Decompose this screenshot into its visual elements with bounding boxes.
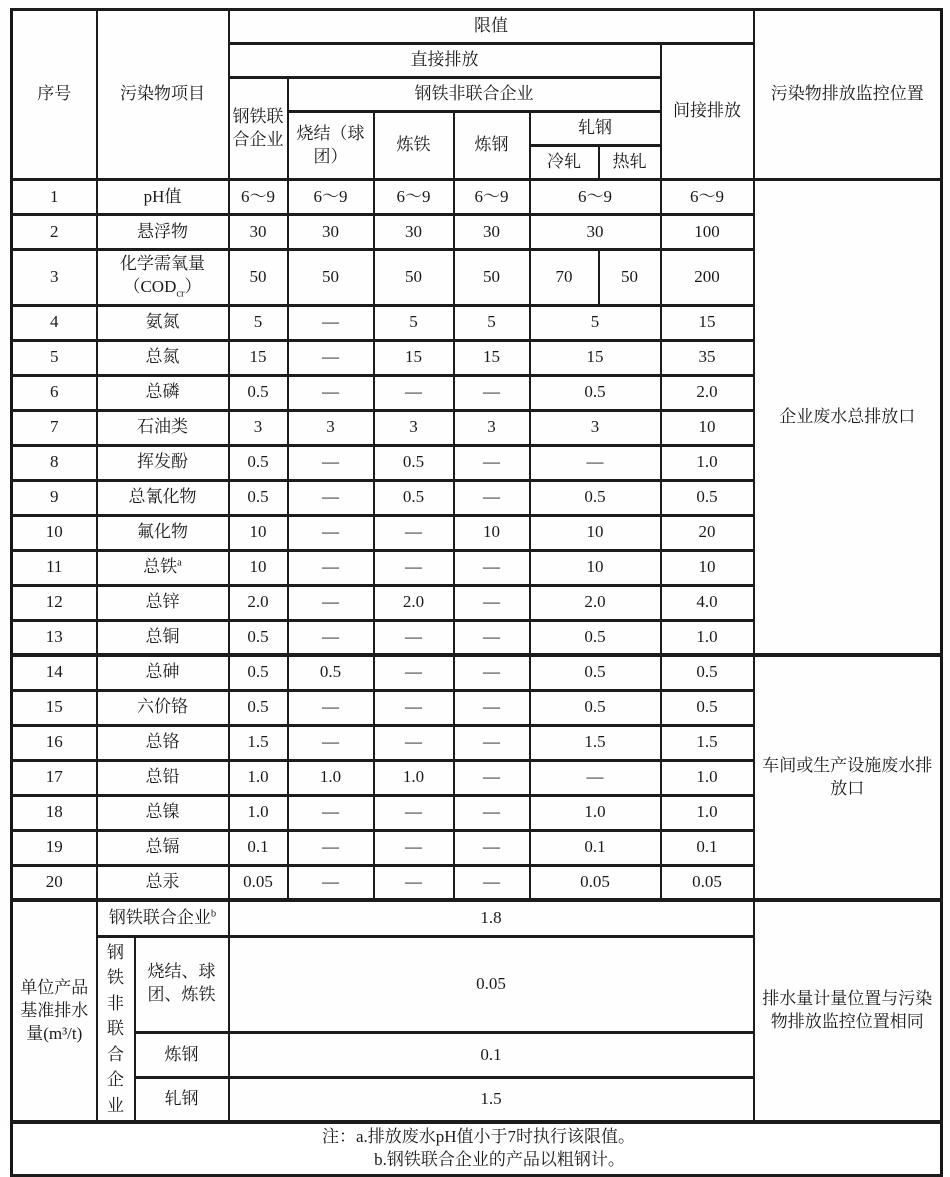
cell-steelmaking: — — [454, 830, 530, 865]
cell-serial: 13 — [12, 620, 97, 655]
cell-integrated: 50 — [229, 250, 288, 306]
cell-rolling: 0.5 — [530, 480, 661, 515]
cell-sintering: — — [288, 795, 374, 830]
cell-serial: 9 — [12, 480, 97, 515]
cell-rolling: 0.5 — [530, 655, 661, 690]
cell-indirect: 0.1 — [661, 830, 754, 865]
cell-pollutant: 总镍 — [97, 795, 229, 830]
cell-indirect: 2.0 — [661, 375, 754, 410]
cell-integrated: 30 — [229, 215, 288, 250]
cell-indirect: 6～9 — [661, 180, 754, 215]
note-a: 注：a.排放废水pH值小于7时执行该限值。 — [321, 1127, 636, 1147]
cell-integrated: 1.5 — [229, 725, 288, 760]
cell-rolling: 0.05 — [530, 865, 661, 900]
cell-ironmaking: 50 — [374, 250, 454, 306]
header-cold-rolling: 冷轧 — [530, 146, 599, 180]
cell-rolling: 3 — [530, 410, 661, 445]
cell-sintering: — — [288, 830, 374, 865]
header-hot-rolling: 热轧 — [599, 146, 661, 180]
cell-indirect: 200 — [661, 250, 754, 306]
cell-rolling: 10 — [530, 515, 661, 550]
cell-pollutant: 总汞 — [97, 865, 229, 900]
cell-ironmaking: — — [374, 655, 454, 690]
cell-ironmaking: 0.5 — [374, 445, 454, 480]
cell-pollutant: 氟化物 — [97, 515, 229, 550]
cell-pollutant: 总铜 — [97, 620, 229, 655]
benchmark-sub-value: 1.5 — [229, 1078, 754, 1122]
cell-serial: 15 — [12, 690, 97, 725]
cell-ironmaking: 1.0 — [374, 760, 454, 795]
benchmark-sub-label: 轧钢 — [135, 1078, 229, 1122]
cell-pollutant: 总镉 — [97, 830, 229, 865]
cell-rolling: 0.5 — [530, 620, 661, 655]
cell-sintering: — — [288, 340, 374, 375]
cell-indirect: 1.0 — [661, 795, 754, 830]
cell-serial: 11 — [12, 550, 97, 585]
cell-sintering: — — [288, 515, 374, 550]
cell-steelmaking: — — [454, 655, 530, 690]
cell-sintering: — — [288, 445, 374, 480]
cell-pollutant: 总铅 — [97, 760, 229, 795]
cell-sintering: — — [288, 480, 374, 515]
cell-pollutant: 总磷 — [97, 375, 229, 410]
cell-rolling: 30 — [530, 215, 661, 250]
cell-indirect: 1.0 — [661, 445, 754, 480]
header-non-integrated: 钢铁非联合企业 — [288, 78, 661, 112]
benchmark-integrated-value: 1.8 — [229, 900, 754, 936]
cell-pollutant: 总氰化物 — [97, 480, 229, 515]
emission-limits-table — [10, 8, 943, 1177]
cell-pollutant: 悬浮物 — [97, 215, 229, 250]
header-limit: 限值 — [229, 10, 754, 44]
cell-indirect: 1.0 — [661, 760, 754, 795]
cell-indirect: 20 — [661, 515, 754, 550]
cell-integrated: 5 — [229, 305, 288, 340]
header-monitoring: 污染物排放监控位置 — [754, 10, 942, 180]
cell-integrated: 0.1 — [229, 830, 288, 865]
benchmark-integrated-label — [97, 900, 229, 936]
header-direct: 直接排放 — [229, 44, 661, 78]
cell-ironmaking: — — [374, 515, 454, 550]
cell-sintering: 30 — [288, 215, 374, 250]
cell-sintering: — — [288, 585, 374, 620]
header-steelmaking: 炼钢 — [454, 112, 530, 180]
cell-steelmaking: — — [454, 690, 530, 725]
cell-hot-rolling: 50 — [599, 250, 661, 306]
cell-monitoring-location: 企业废水总排放口 — [754, 180, 942, 656]
cell-ironmaking: — — [374, 830, 454, 865]
cell-pollutant: 总氮 — [97, 340, 229, 375]
cell-ironmaking: 30 — [374, 215, 454, 250]
cell-steelmaking: 10 — [454, 515, 530, 550]
cell-integrated: 0.5 — [229, 445, 288, 480]
header-ironmaking: 炼铁 — [374, 112, 454, 180]
cell-rolling: — — [530, 445, 661, 480]
vertical-label-text: 钢铁非联合企业 — [107, 942, 124, 1115]
cell-integrated: 0.5 — [229, 620, 288, 655]
benchmark-title-text: 单位产品基准排水量 — [20, 977, 89, 1043]
cell-ironmaking: 0.5 — [374, 480, 454, 515]
cell-steelmaking: — — [454, 445, 530, 480]
cell-indirect: 0.5 — [661, 690, 754, 725]
cell-sintering: — — [288, 375, 374, 410]
cell-ironmaking: 6～9 — [374, 180, 454, 215]
cell-ironmaking: 3 — [374, 410, 454, 445]
cell-steelmaking: — — [454, 550, 530, 585]
cell-rolling: 0.5 — [530, 690, 661, 725]
cell-integrated: 10 — [229, 515, 288, 550]
benchmark-sub-label: 炼钢 — [135, 1032, 229, 1078]
cell-steelmaking: 15 — [454, 340, 530, 375]
cell-indirect: 4.0 — [661, 585, 754, 620]
cell-serial: 14 — [12, 655, 97, 690]
cell-pollutant: 氨氮 — [97, 305, 229, 340]
cell-steelmaking: — — [454, 795, 530, 830]
cell-serial: 2 — [12, 215, 97, 250]
cell-rolling: 1.0 — [530, 795, 661, 830]
cell-indirect: 0.5 — [661, 480, 754, 515]
cell-sintering: 0.5 — [288, 655, 374, 690]
cell-ironmaking: — — [374, 795, 454, 830]
cell-pollutant: 化学需氧量 $(COD_{cr})$ — [97, 250, 229, 306]
cell-sintering: 6～9 — [288, 180, 374, 215]
cell-steelmaking: 3 — [454, 410, 530, 445]
benchmark-monitoring: 排水量计量位置与污染物排放监控位置相同 — [754, 900, 942, 1122]
benchmark-row-integrated — [12, 900, 942, 936]
cell-steelmaking: — — [454, 725, 530, 760]
cell-pollutant: 总锌 — [97, 585, 229, 620]
cell-sintering: 1.0 — [288, 760, 374, 795]
cell-indirect: 35 — [661, 340, 754, 375]
cell-integrated: 0.5 — [229, 480, 288, 515]
cell-ironmaking: — — [374, 690, 454, 725]
cell-serial: 20 — [12, 865, 97, 900]
cell-indirect: 10 — [661, 550, 754, 585]
cell-rolling: 0.5 — [530, 375, 661, 410]
cell-indirect: 1.0 — [661, 620, 754, 655]
cell-indirect: 0.05 — [661, 865, 754, 900]
cell-ironmaking: 15 — [374, 340, 454, 375]
benchmark-title — [12, 900, 97, 1122]
cell-ironmaking: — — [374, 375, 454, 410]
cell-sintering: — — [288, 550, 374, 585]
cell-ironmaking: — — [374, 550, 454, 585]
cell-sintering: — — [288, 620, 374, 655]
cell-pollutant: 总砷 — [97, 655, 229, 690]
notes-cell — [12, 1122, 942, 1175]
header-pollutant: 污染物项目 — [97, 10, 229, 180]
cell-pollutant: 挥发酚 — [97, 445, 229, 480]
header-serial: 序号 — [12, 10, 97, 180]
cell-serial: 6 — [12, 375, 97, 410]
cell-ironmaking: — — [374, 725, 454, 760]
cell-integrated: 1.0 — [229, 795, 288, 830]
cell-pollutant: 石油类 — [97, 410, 229, 445]
cell-indirect: 100 — [661, 215, 754, 250]
cell-steelmaking: 6～9 — [454, 180, 530, 215]
cell-serial: 19 — [12, 830, 97, 865]
cell-pollutant: pH值 — [97, 180, 229, 215]
cell-serial: 17 — [12, 760, 97, 795]
cell-indirect: 0.5 — [661, 655, 754, 690]
cell-sintering: 50 — [288, 250, 374, 306]
benchmark-non-integrated-label — [97, 936, 135, 1122]
header-integrated: 钢铁联合企业 — [229, 78, 288, 180]
header-sintering: 烧结（球团） — [288, 112, 374, 180]
cell-rolling: 5 — [530, 305, 661, 340]
cell-rolling: — — [530, 760, 661, 795]
chemical-subscript: cr — [176, 288, 185, 300]
cell-integrated: 0.05 — [229, 865, 288, 900]
cell-steelmaking: 50 — [454, 250, 530, 306]
footnote-marker: a — [177, 557, 182, 569]
benchmark-integrated-text: 钢铁联合企业 — [108, 907, 211, 927]
cell-rolling: 15 — [530, 340, 661, 375]
cell-indirect: 15 — [661, 305, 754, 340]
cell-steelmaking: — — [454, 585, 530, 620]
cell-pollutant: 总铬 — [97, 725, 229, 760]
cell-integrated: 0.5 — [229, 375, 288, 410]
table-row — [12, 180, 942, 215]
cell-rolling: 6～9 — [530, 180, 661, 215]
cell-steelmaking: — — [454, 760, 530, 795]
cell-integrated: 2.0 — [229, 585, 288, 620]
cell-ironmaking: — — [374, 620, 454, 655]
cell-pollutant: 总铁$^a$ — [97, 550, 229, 585]
cell-sintering: 3 — [288, 410, 374, 445]
cell-integrated: 6～9 — [229, 180, 288, 215]
cell-serial: 3 — [12, 250, 97, 306]
benchmark-sub-value: 0.05 — [229, 936, 754, 1032]
cell-serial: 16 — [12, 725, 97, 760]
header-row-1 — [12, 10, 942, 44]
cell-integrated: 0.5 — [229, 655, 288, 690]
notes-row — [12, 1122, 942, 1175]
cell-steelmaking: 30 — [454, 215, 530, 250]
cell-serial: 1 — [12, 180, 97, 215]
cell-sintering: — — [288, 865, 374, 900]
cell-indirect: 1.5 — [661, 725, 754, 760]
cell-integrated: 15 — [229, 340, 288, 375]
table-row — [12, 655, 942, 690]
benchmark-integrated-sup: b — [210, 908, 217, 920]
cell-steelmaking: — — [454, 480, 530, 515]
cell-integrated: 10 — [229, 550, 288, 585]
cell-monitoring-location: 车间或生产设施废水排放口 — [754, 655, 942, 900]
header-indirect: 间接排放 — [661, 44, 754, 180]
cell-steelmaking: — — [454, 865, 530, 900]
cell-cold-rolling: 70 — [530, 250, 599, 306]
cell-steelmaking: — — [454, 375, 530, 410]
benchmark-unit: (m³/t) — [43, 1023, 83, 1043]
cell-pollutant: 六价铬 — [97, 690, 229, 725]
cell-sintering: — — [288, 305, 374, 340]
cell-serial: 12 — [12, 585, 97, 620]
cell-serial: 5 — [12, 340, 97, 375]
note-b: b.钢铁联合企业的产品以粗钢计。 — [374, 1150, 625, 1169]
cell-steelmaking: — — [454, 620, 530, 655]
cell-ironmaking: 2.0 — [374, 585, 454, 620]
cell-serial: 4 — [12, 305, 97, 340]
cell-ironmaking: 5 — [374, 305, 454, 340]
benchmark-sub-value: 0.1 — [229, 1032, 754, 1078]
cell-integrated: 0.5 — [229, 690, 288, 725]
cell-serial: 18 — [12, 795, 97, 830]
cell-rolling: 10 — [530, 550, 661, 585]
cell-ironmaking: — — [374, 865, 454, 900]
cell-sintering: — — [288, 690, 374, 725]
cell-sintering: — — [288, 725, 374, 760]
cell-serial: 10 — [12, 515, 97, 550]
cell-serial: 7 — [12, 410, 97, 445]
header-rolling: 轧钢 — [530, 112, 661, 146]
cell-serial: 8 — [12, 445, 97, 480]
benchmark-sub-label: 烧结、球团、炼铁 — [135, 936, 229, 1032]
cell-steelmaking: 5 — [454, 305, 530, 340]
cell-indirect: 10 — [661, 410, 754, 445]
cell-rolling: 2.0 — [530, 585, 661, 620]
cell-rolling: 1.5 — [530, 725, 661, 760]
cell-integrated: 1.0 — [229, 760, 288, 795]
cell-integrated: 3 — [229, 410, 288, 445]
cell-rolling: 0.1 — [530, 830, 661, 865]
